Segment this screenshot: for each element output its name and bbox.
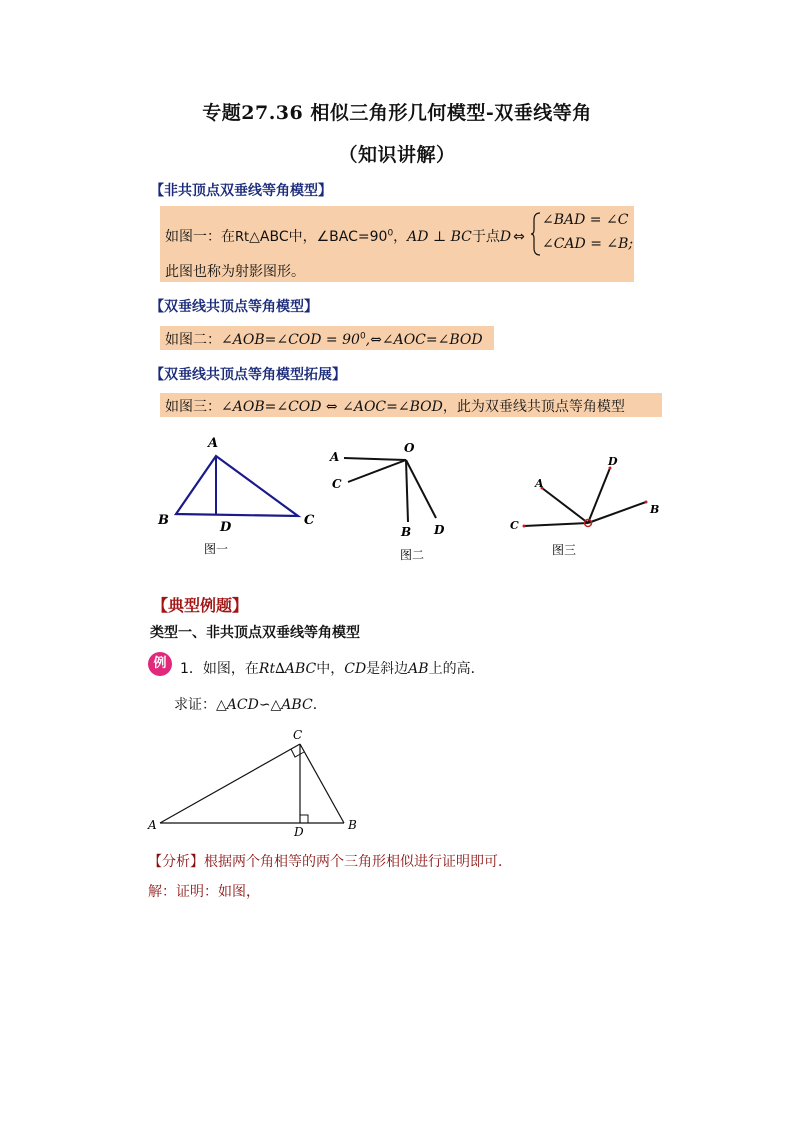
ray-ob [406, 460, 408, 522]
fig3-label-b: B [650, 503, 660, 516]
rt-label: Rt [235, 230, 250, 245]
fig1-caption: 图一 [204, 542, 229, 556]
side-ac [160, 744, 300, 823]
solution-text: 解：证明：如图， [148, 884, 260, 900]
fig2-label-d: D [434, 523, 445, 537]
section3-tail: ，此为双垂线共顶点等角模型 [442, 399, 625, 415]
section3-math: ∠AOB=∠COD ⇔ ∠AOC=∠BOD [221, 399, 443, 415]
condition-1: ∠BAD = ∠C [542, 212, 629, 228]
condition-2: ∠CAD = ∠B; [542, 236, 634, 252]
q-triangle: Rt∆ABC [258, 661, 317, 677]
q-cd: CD [344, 661, 367, 677]
figure-2 [320, 430, 460, 565]
example-badge: 例 [148, 652, 172, 676]
fig4-label-d: D [294, 825, 304, 839]
foot-text: 于点 [471, 229, 500, 245]
q-prefix: 1．如图，在 [180, 661, 259, 677]
page-subtitle: （知识讲解） [338, 144, 456, 166]
ray-ob [588, 502, 646, 523]
right-angle-d [300, 815, 308, 823]
fig3-label-d: D [608, 455, 618, 468]
fig3-label-c: C [510, 519, 519, 532]
fig1-label-d: D [220, 520, 232, 535]
figure-1 [150, 430, 330, 560]
q-mid2: 是斜边 [366, 661, 409, 677]
section2-box [160, 326, 494, 350]
section2-math: ∠AOB=∠COD = 90 [221, 332, 360, 348]
fig4-label-c: C [293, 728, 303, 742]
fig2-label-c: C [332, 477, 342, 491]
fig3-caption: 图三 [552, 543, 577, 557]
section3-label: 如图三： [165, 399, 221, 415]
point-c [523, 525, 526, 528]
examples-heading: 【典型例题】 [152, 596, 249, 615]
fig2-label-o: O [404, 441, 415, 455]
side-cb [300, 744, 344, 823]
angle-bac: ∠BAC=90 [316, 229, 388, 245]
type1-heading: 类型一、非共顶点双垂线等角模型 [150, 625, 360, 641]
ray-oc [348, 460, 406, 482]
prove-label: 求证： [174, 697, 216, 713]
ray-oa [542, 488, 588, 523]
section1-box [160, 206, 634, 282]
ray-od [588, 468, 610, 523]
q-ab: AB [408, 661, 429, 677]
ray-od [406, 460, 436, 518]
section2-label: 如图二： [165, 332, 221, 348]
section2-heading: 【双垂线共顶点等角模型】 [150, 299, 318, 315]
iff-symbol: ⇔ [513, 229, 525, 245]
section1-line1 [165, 226, 525, 246]
fig2-label-a: A [330, 450, 340, 464]
example1-question [180, 658, 485, 678]
fig3-label-a: A [535, 477, 544, 490]
left-brace-icon [530, 212, 542, 256]
figure-4 [140, 720, 370, 840]
q-mid: 中， [316, 661, 345, 677]
fig2-caption: 图二 [400, 548, 425, 562]
fig1-label-c: C [304, 513, 315, 528]
section3-box [160, 393, 662, 417]
perp-math: AD ⊥ BC [407, 229, 472, 245]
fig1-label-b: B [158, 513, 169, 528]
fig4-label-b: B [348, 818, 357, 832]
point-b [645, 501, 648, 504]
section1-line2: 此图也称为射影图形。 [165, 264, 305, 280]
text-prefix: 如图一：在 [165, 229, 235, 245]
page-title: 专题27.36 相似三角形几何模型-双垂线等角 [202, 102, 592, 124]
fig1-label-a: A [208, 436, 219, 451]
foot-point: D [499, 229, 512, 245]
triangle-abc [176, 456, 298, 516]
ray-oc [524, 523, 588, 526]
fig4-label-a: A [148, 818, 157, 832]
section2-tail: ,⇔∠AOC=∠BOD [365, 332, 483, 348]
prove-math: △ACD∽△ABC [216, 697, 313, 713]
q-end: 上的高． [428, 661, 485, 677]
prove-end: ． [312, 697, 327, 713]
right-angle-c [291, 749, 304, 757]
degree-sup: 0 [387, 228, 394, 239]
ray-oa [344, 458, 406, 460]
section1-heading: 【非共顶点双垂线等角模型】 [150, 183, 332, 199]
degree-sup: 0 [359, 331, 366, 342]
figure-3 [500, 450, 670, 560]
analysis-text: 【分析】根据两个角相等的两个三角形相似进行证明即可． [148, 854, 512, 870]
example1-prove [174, 694, 327, 714]
fig2-label-b: B [401, 525, 412, 539]
comma: ， [393, 229, 408, 245]
section3-heading: 【双垂线共顶点等角模型拓展】 [150, 367, 346, 383]
triangle-label: △ABC中， [249, 229, 317, 245]
